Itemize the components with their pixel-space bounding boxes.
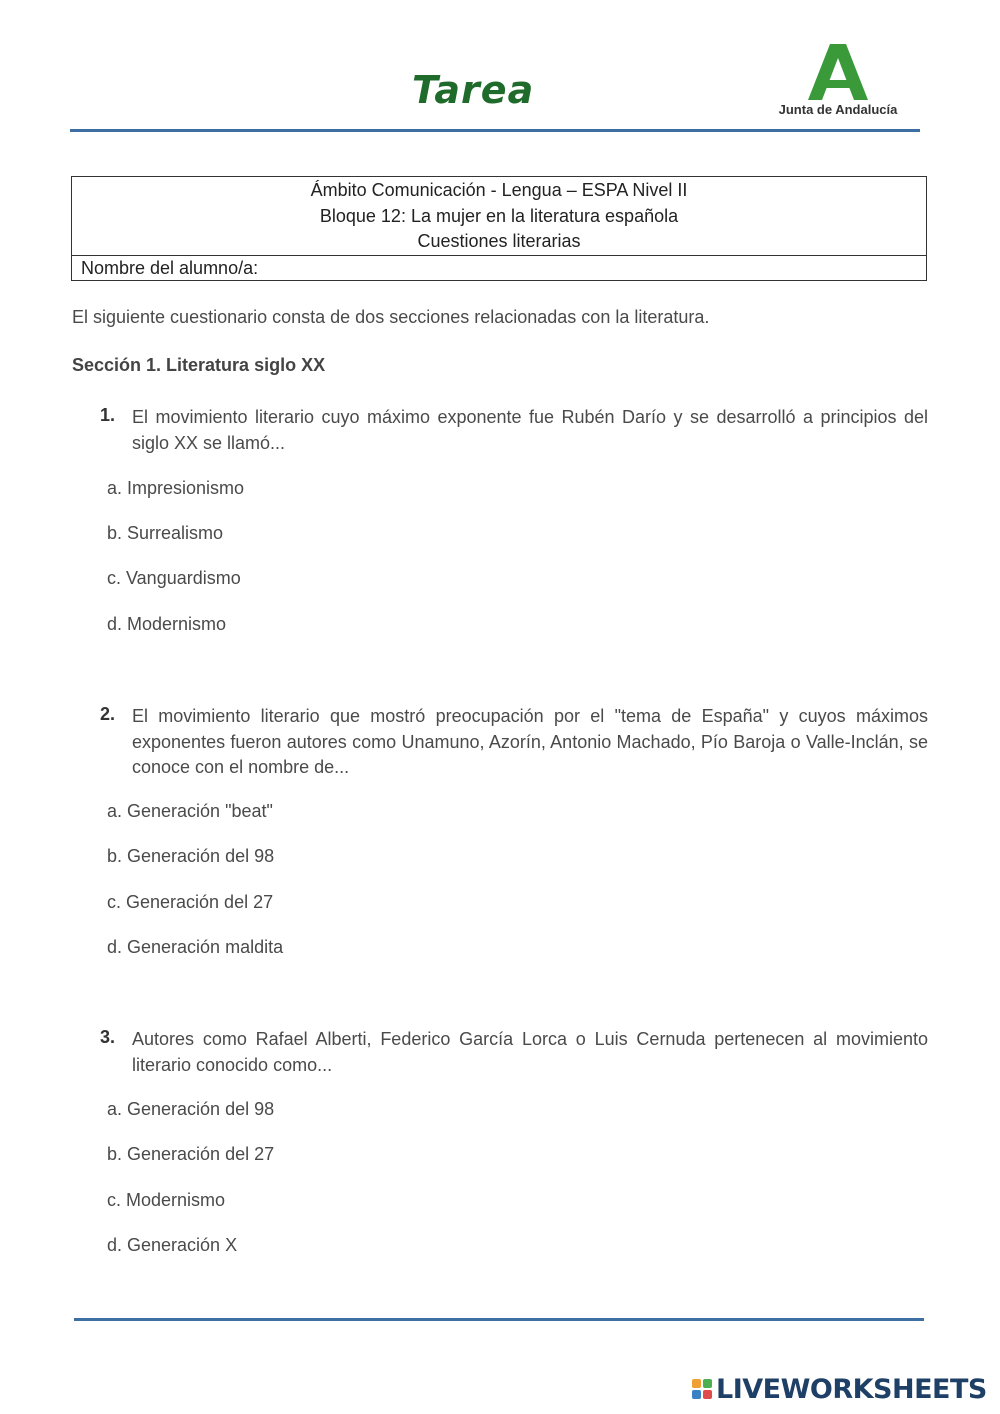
q2-option-d[interactable]: d. Generación maldita bbox=[107, 937, 284, 957]
page-title: Tarea bbox=[412, 68, 535, 112]
question-1 bbox=[100, 405, 928, 456]
header-divider bbox=[70, 129, 920, 132]
block-line: Bloque 12: La mujer en la literatura española bbox=[319, 205, 679, 226]
subject-line: Cuestiones literarias bbox=[417, 231, 581, 251]
junta-andalucia-logo bbox=[772, 44, 904, 120]
logo-text: Junta de Andalucía bbox=[778, 102, 898, 117]
question-2 bbox=[100, 704, 928, 781]
q2-option-b[interactable]: b. Generación del 98 bbox=[107, 846, 275, 866]
q1-option-d[interactable]: d. Modernismo bbox=[107, 614, 227, 634]
q2-option-a[interactable]: a. Generación "beat" bbox=[107, 801, 273, 821]
question-text: El movimiento literario cuyo máximo exponente fue Rubén Darío y se desarrolló a principios del siglo XX se llamó... bbox=[132, 407, 928, 453]
info-titles bbox=[72, 177, 926, 256]
footer-divider bbox=[74, 1318, 924, 1321]
info-table bbox=[71, 176, 927, 281]
q3-option-d[interactable]: d. Generación X bbox=[107, 1235, 238, 1255]
q3-option-b[interactable]: b. Generación del 27 bbox=[107, 1144, 275, 1164]
q1-option-c[interactable]: c. Vanguardismo bbox=[107, 568, 241, 588]
liveworksheets-icon bbox=[692, 1379, 712, 1399]
brand-square bbox=[703, 1390, 712, 1399]
question-number: 2. bbox=[100, 704, 116, 724]
question-text: Autores como Rafael Alberti, Federico García Lorca o Luis Cernuda pertenecen al movimiento literario conocido como... bbox=[132, 1029, 928, 1075]
brand-square bbox=[692, 1379, 701, 1388]
brand-text: LIVEWORKSHEETS bbox=[716, 1373, 987, 1405]
question-number: 3. bbox=[100, 1027, 116, 1047]
q1-option-a[interactable]: a. Impresionismo bbox=[107, 478, 245, 498]
question-number: 1. bbox=[100, 405, 116, 425]
q2-option-c[interactable]: c. Generación del 27 bbox=[107, 892, 274, 912]
student-name-field[interactable]: Nombre del alumno/a: bbox=[81, 257, 259, 278]
brand-square bbox=[703, 1379, 712, 1388]
question-3 bbox=[100, 1027, 928, 1078]
question-text: El movimiento literario que mostró preocupación por el "tema de España" y cuyos máximos exponentes fueron autores como Unamuno, Azorín, Antonio Machado, Pío Baroja o Valle-Inclán, se conoce con el nombre de... bbox=[132, 706, 928, 777]
q3-option-c[interactable]: c. Modernismo bbox=[107, 1190, 226, 1210]
section-title: Sección 1. Literatura siglo XX bbox=[72, 355, 326, 375]
page-header bbox=[0, 0, 1000, 140]
q1-option-b[interactable]: b. Surrealismo bbox=[107, 523, 224, 543]
q3-option-a[interactable]: a. Generación del 98 bbox=[107, 1099, 275, 1119]
course-line: Ámbito Comunicación - Lengua – ESPA Nivel II bbox=[310, 180, 688, 200]
brand-square bbox=[692, 1390, 701, 1399]
intro-text: El siguiente cuestionario consta de dos secciones relacionadas con la literatura. bbox=[72, 307, 710, 327]
liveworksheets-brand bbox=[692, 1373, 987, 1405]
junta-logo-icon bbox=[808, 44, 868, 100]
